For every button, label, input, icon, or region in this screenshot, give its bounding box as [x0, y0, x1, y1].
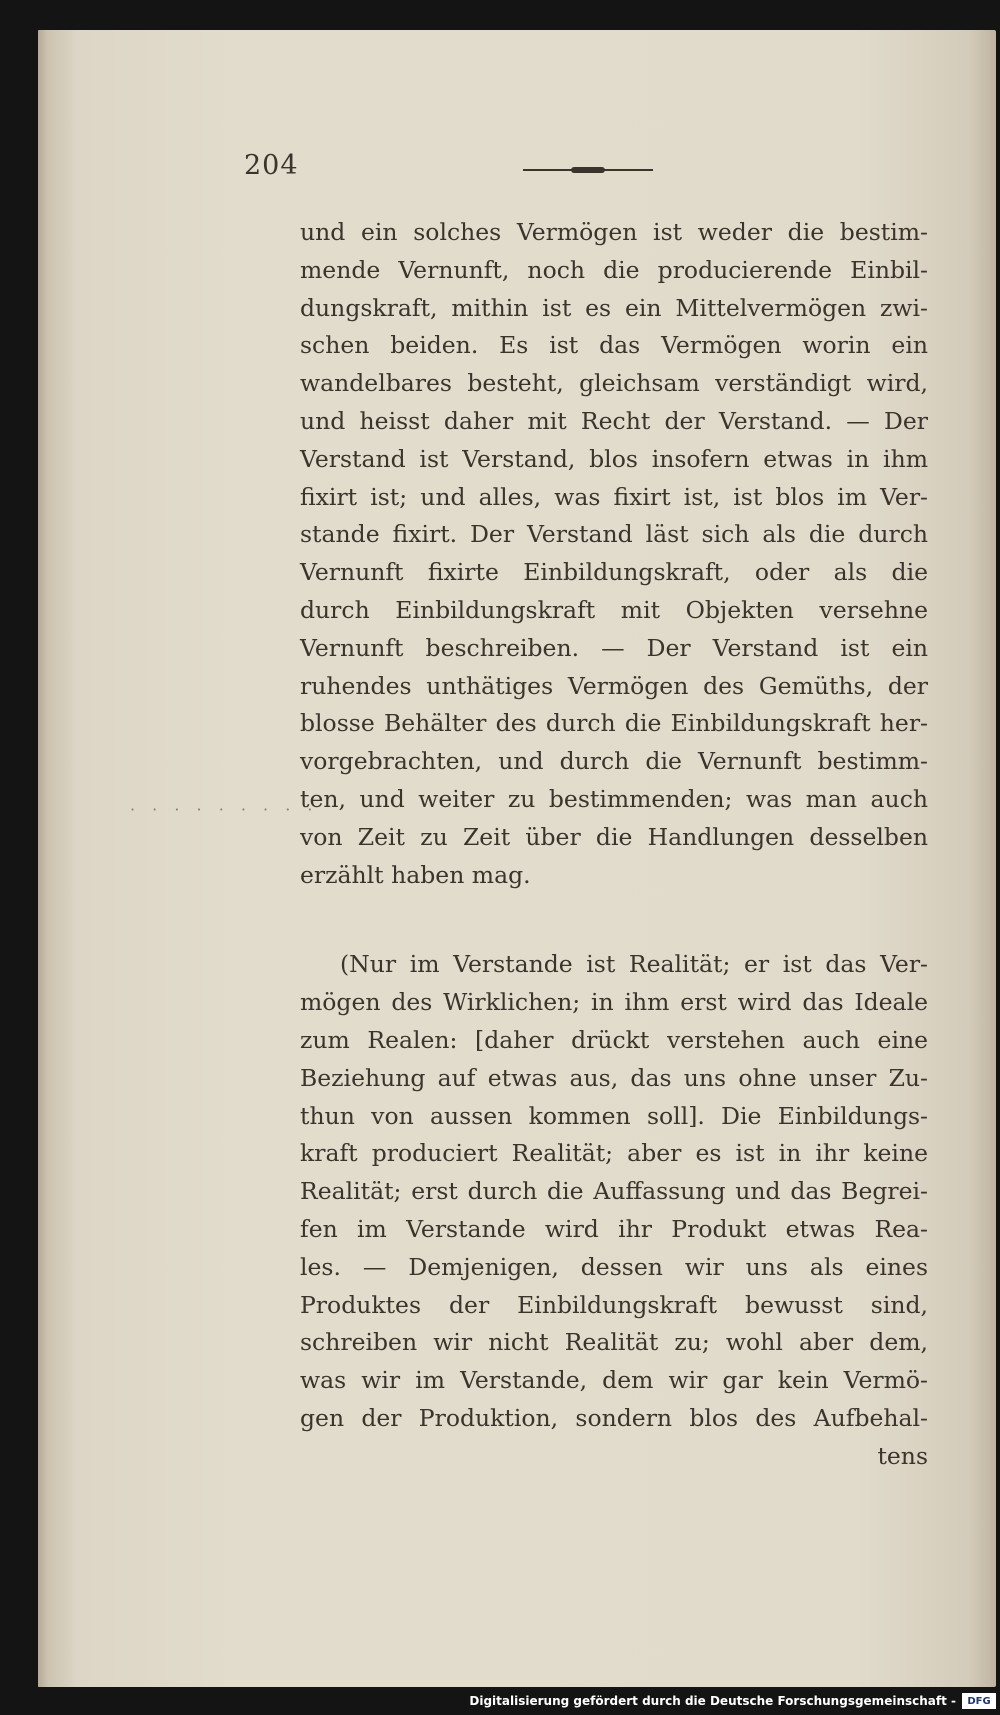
text-line: und heisst daher mit Recht der Verstand. — Der [300, 406, 928, 435]
text-line: (Nur im Verstande ist Realität; er ist das Ver- [340, 950, 928, 979]
body-text [300, 214, 928, 1476]
text-line: was wir im Verstande, dem wir gar kein Vermö- [300, 1366, 928, 1395]
margin-dots: · · · · · · · · · [130, 800, 319, 819]
catchword: tens [877, 1441, 928, 1470]
text-line: Verstand ist Verstand, blos insofern etwas in ihm [300, 444, 928, 473]
text-line: gen der Produktion, sondern blos des Aufbehal- [300, 1403, 928, 1432]
text-line: mögen des Wirklichen; in ihm erst wird das Ideale [300, 988, 928, 1017]
text-line: ruhendes unthätiges Vermögen des Gemüths, der [300, 671, 928, 700]
paragraph-2 [300, 946, 928, 1437]
text-line: und ein solches Vermögen ist weder die bestim- [300, 218, 928, 246]
text-line: fen im Verstande wird ihr Produkt etwas Rea- [300, 1214, 928, 1243]
footer-credit: Digitalisierung gefördert durch die Deutsche Forschungsgemeinschaft - [469, 1694, 956, 1708]
text-line: durch Einbildungskraft mit Objekten versehne [300, 595, 928, 624]
text-line: von Zeit zu Zeit über die Handlungen desselben [300, 822, 928, 851]
text-line: stande fixirt. Der Verstand läst sich als die durch [300, 520, 928, 549]
text-line: Realität; erst durch die Auffassung und das Begrei- [300, 1177, 928, 1206]
text-line: fixirt ist; und alles, was fixirt ist, ist blos im Ver- [300, 482, 928, 511]
paragraph-1 [300, 214, 928, 894]
text-line: wandelbares besteht, gleichsam verständigt wird, [300, 369, 928, 398]
text-line: kraft produciert Realität; aber es ist in ihr keine [300, 1139, 928, 1168]
text-line: ten, und weiter zu bestimmenden; was man auch [300, 784, 928, 813]
text-line: zum Realen: [daher drückt verstehen auch eine [300, 1025, 928, 1054]
text-line: vorgebrachten, und durch die Vernunft bestimm- [300, 747, 928, 776]
text-line: thun von aussen kommen soll]. Die Einbildungs- [300, 1101, 928, 1130]
page-number: 204 [244, 150, 299, 181]
digitization-footer [0, 1687, 1000, 1715]
text-line: erzählt haben mag. [300, 860, 531, 889]
text-line: schreiben wir nicht Realität zu; wohl aber dem, [300, 1328, 928, 1357]
text-line: blosse Behälter des durch die Einbildungskraft her- [300, 709, 928, 738]
dfg-logo: DFG [962, 1693, 996, 1709]
text-line: dungskraft, mithin ist es ein Mittelvermögen zwi- [300, 293, 928, 322]
text-line: Beziehung auf etwas aus, das uns ohne unser Zu- [300, 1063, 928, 1092]
header-ornament [523, 167, 653, 173]
text-line: Produktes der Einbildungskraft bewusst sind, [300, 1290, 928, 1319]
text-line: Vernunft beschreiben. — Der Verstand ist ein [300, 633, 928, 662]
text-line: mende Vernunft, noch die producierende Einbil- [300, 255, 928, 284]
text-line: les. — Demjenigen, dessen wir uns als eines [300, 1252, 928, 1281]
text-line: Vernunft fixirte Einbildungskraft, oder als die [300, 558, 928, 587]
text-line: schen beiden. Es ist das Vermögen worin ein [300, 331, 928, 360]
